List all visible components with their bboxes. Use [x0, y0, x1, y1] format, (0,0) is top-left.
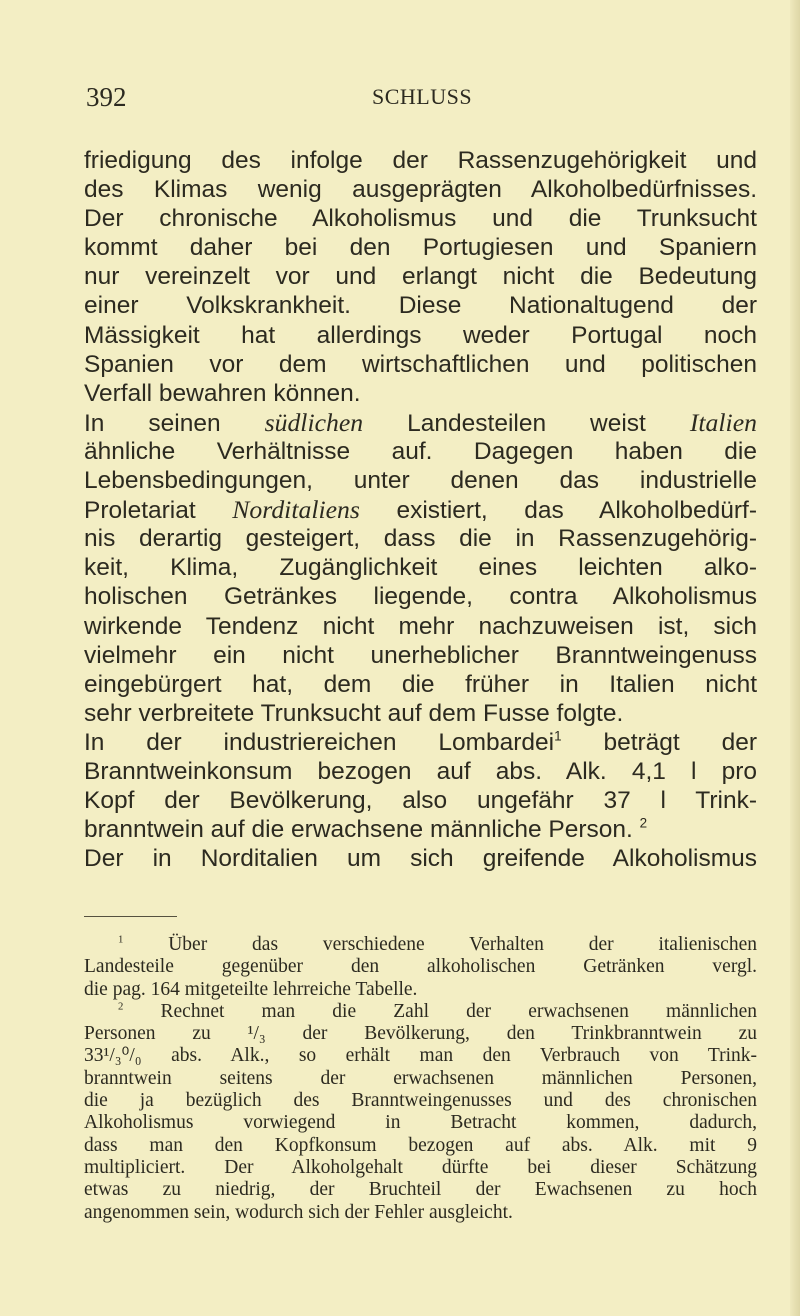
footnote-line: [84, 956, 757, 978]
running-head: SCHLUSS: [372, 84, 473, 109]
text-segment: beträgt der: [561, 728, 757, 756]
footnote-line: [84, 1001, 757, 1023]
text-segment: Der chronische Alkoholismus und die Trunksucht: [84, 205, 757, 233]
footnote-marker: 1: [118, 933, 124, 946]
text-line: [84, 204, 757, 233]
text-line: [84, 553, 757, 582]
text-line: [84, 524, 757, 553]
italic-text: Norditaliens: [232, 495, 360, 525]
text-segment: die pag. 164 mitgeteilte lehrreiche Tabelle.: [84, 978, 418, 1000]
body-text: [84, 146, 757, 873]
text-line: [84, 379, 757, 408]
footnote-line: [84, 1179, 757, 1201]
text-line: [84, 815, 757, 844]
text-line: [84, 786, 757, 815]
footnote-line: [84, 1068, 757, 1090]
italic-text: Italien: [689, 407, 757, 437]
text-segment: Über das verschiedene Verhalten der italienischen: [123, 934, 757, 955]
text-segment: In seinen: [84, 409, 265, 437]
text-line: [84, 844, 757, 873]
footnote-line: [84, 934, 757, 956]
page-edge: [790, 0, 800, 1316]
footnote-line: [84, 1023, 757, 1045]
footnote-line: [84, 1112, 757, 1134]
text-segment: 33¹/₃⁰/₀ abs. Alk., so erhält man den Verbrauch von Trink-: [84, 1045, 757, 1067]
text-line: [84, 641, 757, 670]
footnote-marker: 2: [639, 815, 648, 831]
text-segment: sehr verbreitete Trunksucht auf dem Fusse folgte.: [84, 699, 624, 727]
text-segment: dass man den Kopfkonsum bezogen auf abs. Alk. mit 9: [84, 1134, 757, 1156]
footnote-rule: [84, 916, 177, 917]
text-line: [84, 466, 757, 495]
footnote-marker: 1: [554, 728, 562, 744]
footnote-line: [84, 1135, 757, 1157]
text-segment: die ja bezüglich des Branntweingenusses und des chronischen: [84, 1090, 757, 1112]
text-line: [84, 437, 757, 466]
text-segment: nur vereinzelt vor und erlangt nicht die Bedeutung: [84, 263, 757, 291]
text-segment: Personen zu ¹/₃ der Bevölkerung, den Trinkbranntwein zu: [84, 1023, 757, 1045]
footnote-line: [84, 1090, 757, 1112]
text-segment: etwas zu niedrig, der Bruchteil der Ewachsenen zu hoch: [84, 1179, 757, 1201]
text-line: [84, 262, 757, 291]
text-segment: Rechnet man die Zahl der erwachsenen männlichen: [123, 1000, 757, 1022]
text-segment: existiert, das Alkoholbedürf-: [359, 497, 757, 525]
text-line: [84, 495, 757, 524]
text-segment: friedigung des infolge der Rassenzugehörigkeit und: [84, 147, 757, 174]
text-line: [84, 757, 757, 786]
text-segment: Spanien vor dem wirtschaftlichen und politischen: [84, 350, 757, 378]
text-segment: Mässigkeit hat allerdings weder Portugal noch: [84, 321, 757, 349]
text-segment: Proletariat: [84, 497, 233, 525]
text-segment: eingebürgert hat, dem die früher in Italien nicht: [84, 670, 757, 698]
text-line: [84, 612, 757, 641]
text-line: [84, 175, 757, 204]
italic-text: südlichen: [264, 407, 364, 437]
text-line: [84, 233, 757, 262]
text-segment: Alkoholismus vorwiegend in Betracht kommen, dadurch,: [84, 1112, 757, 1134]
text-segment: Lebensbedingungen, unter denen das industrielle: [84, 467, 757, 495]
text-segment: Kopf der Bevölkerung, also ungefähr 37 l Trink-: [84, 787, 757, 815]
text-segment: einer Volkskrankheit. Diese Nationaltugend der: [84, 292, 757, 320]
text-segment: ähnliche Verhältnisse auf. Dagegen haben die: [84, 437, 757, 465]
footnote-line: [84, 979, 757, 1001]
text-line: [84, 350, 757, 379]
text-segment: angenommen sein, wodurch sich der Fehler ausgleicht.: [84, 1201, 513, 1223]
text-segment: branntwein auf die erwachsene männliche Person.: [84, 816, 640, 844]
text-line: [84, 408, 757, 437]
text-line: [84, 728, 757, 757]
text-segment: keit, Klima, Zugänglichkeit eines leichten alko-: [84, 554, 757, 582]
text-segment: branntwein seitens der erwachsenen männlichen Personen,: [84, 1067, 757, 1089]
text-segment: Branntweinkonsum bezogen auf abs. Alk. 4,1 l pro: [84, 757, 757, 785]
text-line: [84, 582, 757, 611]
text-line: [84, 146, 757, 175]
text-line: [84, 321, 757, 350]
text-segment: des Klimas wenig ausgeprägten Alkoholbedürfnisses.: [84, 176, 757, 204]
text-segment: vielmehr ein nicht unerheblicher Branntweingenuss: [84, 641, 757, 669]
text-segment: multipliciert. Der Alkoholgehalt dürfte bei dieser Schätzung: [84, 1156, 757, 1178]
text-segment: Verfall bewahren können.: [84, 379, 361, 407]
text-segment: kommt daher bei den Portugiesen und Spaniern: [84, 234, 757, 262]
footnote-line: [84, 1045, 757, 1067]
text-segment: wirkende Tendenz nicht mehr nachzuweisen ist, sich: [84, 612, 757, 640]
footnote-line: [84, 1157, 757, 1179]
text-segment: Der in Norditalien um sich greifende Alkoholismus: [84, 845, 757, 873]
text-line: [84, 291, 757, 320]
text-segment: In der industriereichen Lombardei: [84, 728, 555, 756]
footnote-marker: 2: [118, 1000, 124, 1013]
footnotes: [84, 934, 757, 1224]
text-segment: Landesteilen weist: [363, 409, 690, 437]
page-number: 392: [86, 82, 127, 112]
text-segment: nis derartig gesteigert, dass die in Rassenzugehörig-: [84, 525, 757, 553]
text-segment: Landesteile gegenüber den alkoholischen Getränken vergl.: [84, 956, 757, 978]
footnote-line: [84, 1202, 757, 1224]
text-segment: holischen Getränkes liegende, contra Alkoholismus: [84, 583, 757, 611]
text-line: [84, 670, 757, 699]
text-line: [84, 699, 757, 728]
